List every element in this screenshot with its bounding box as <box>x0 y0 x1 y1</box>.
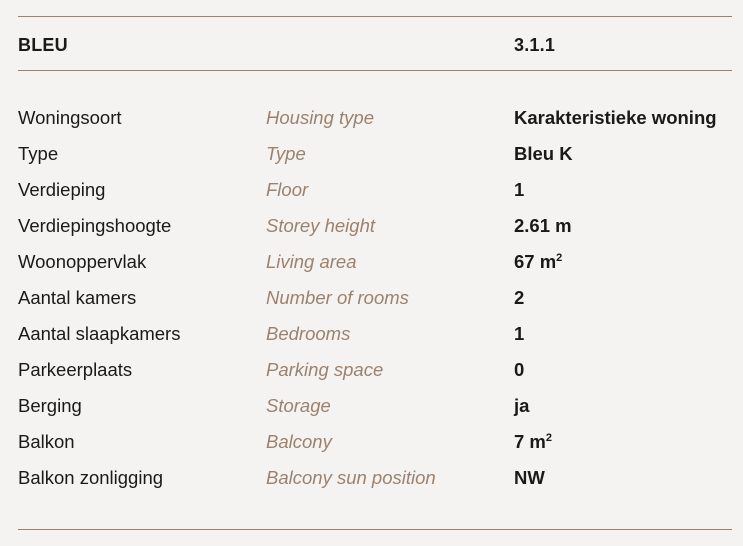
value-text: 2.61 m <box>514 215 572 236</box>
table-row <box>18 243 732 279</box>
value <box>514 395 529 417</box>
top-divider <box>18 16 732 17</box>
table-row <box>18 423 732 459</box>
value-text: Bleu K <box>514 143 573 164</box>
label-english: Balcony sun position <box>266 467 436 488</box>
value <box>514 179 524 201</box>
label-dutch: Woonoppervlak <box>18 251 147 272</box>
label-dutch: Aantal slaapkamers <box>18 323 181 344</box>
label-dutch: Aantal kamers <box>18 287 137 308</box>
value <box>514 251 562 273</box>
superscript: 2 <box>556 252 563 264</box>
value-text: 67 m <box>514 251 557 272</box>
label-english: Housing type <box>266 107 374 128</box>
label-english: Living area <box>266 251 357 272</box>
superscript: 2 <box>545 432 553 444</box>
spec-table <box>18 99 732 495</box>
table-row <box>18 207 732 243</box>
bottom-divider <box>18 529 732 530</box>
table-row <box>18 99 732 135</box>
value <box>514 467 545 489</box>
label-dutch: Balkon <box>18 431 75 452</box>
label-english: Type <box>266 143 306 164</box>
label-dutch: Type <box>18 143 59 164</box>
value <box>514 143 573 165</box>
value <box>514 107 717 129</box>
value-text: NW <box>514 467 545 488</box>
value <box>514 323 524 345</box>
value-text: Karakteristieke woning <box>514 107 717 128</box>
label-dutch: Verdieping <box>18 179 106 200</box>
label-dutch: Balkon zonligging <box>18 467 164 488</box>
value-text: 2 <box>514 287 525 308</box>
label-english: Parking space <box>266 359 384 380</box>
table-row <box>18 459 732 495</box>
label-english: Floor <box>266 179 309 200</box>
label-dutch: Parkeerplaats <box>18 359 133 380</box>
table-row <box>18 135 732 171</box>
label-english: Number of rooms <box>266 287 409 308</box>
value <box>514 287 524 309</box>
label-dutch: Verdiepingshoogte <box>18 215 172 236</box>
value-text: ja <box>514 395 530 416</box>
label-english: Bedrooms <box>266 323 351 344</box>
value-text: 1 <box>514 179 525 200</box>
value <box>514 215 572 237</box>
label-english: Balcony <box>266 431 332 452</box>
value-text: 1 <box>514 323 525 344</box>
label-dutch: Berging <box>18 395 82 416</box>
label-dutch: Woningsoort <box>18 107 122 128</box>
table-row <box>18 351 732 387</box>
header-divider <box>18 70 732 71</box>
label-english: Storage <box>266 395 331 416</box>
table-row <box>18 315 732 351</box>
value-text: 7 m <box>514 431 546 452</box>
value <box>514 359 524 381</box>
unit-code: 3.1.1 <box>514 35 556 55</box>
table-row <box>18 171 732 207</box>
label-english: Storey height <box>266 215 376 236</box>
value <box>514 431 552 453</box>
table-row <box>18 387 732 423</box>
table-header <box>18 33 732 59</box>
unit-title: BLEU <box>18 35 68 55</box>
table-row <box>18 279 732 315</box>
value-text: 0 <box>514 359 525 380</box>
